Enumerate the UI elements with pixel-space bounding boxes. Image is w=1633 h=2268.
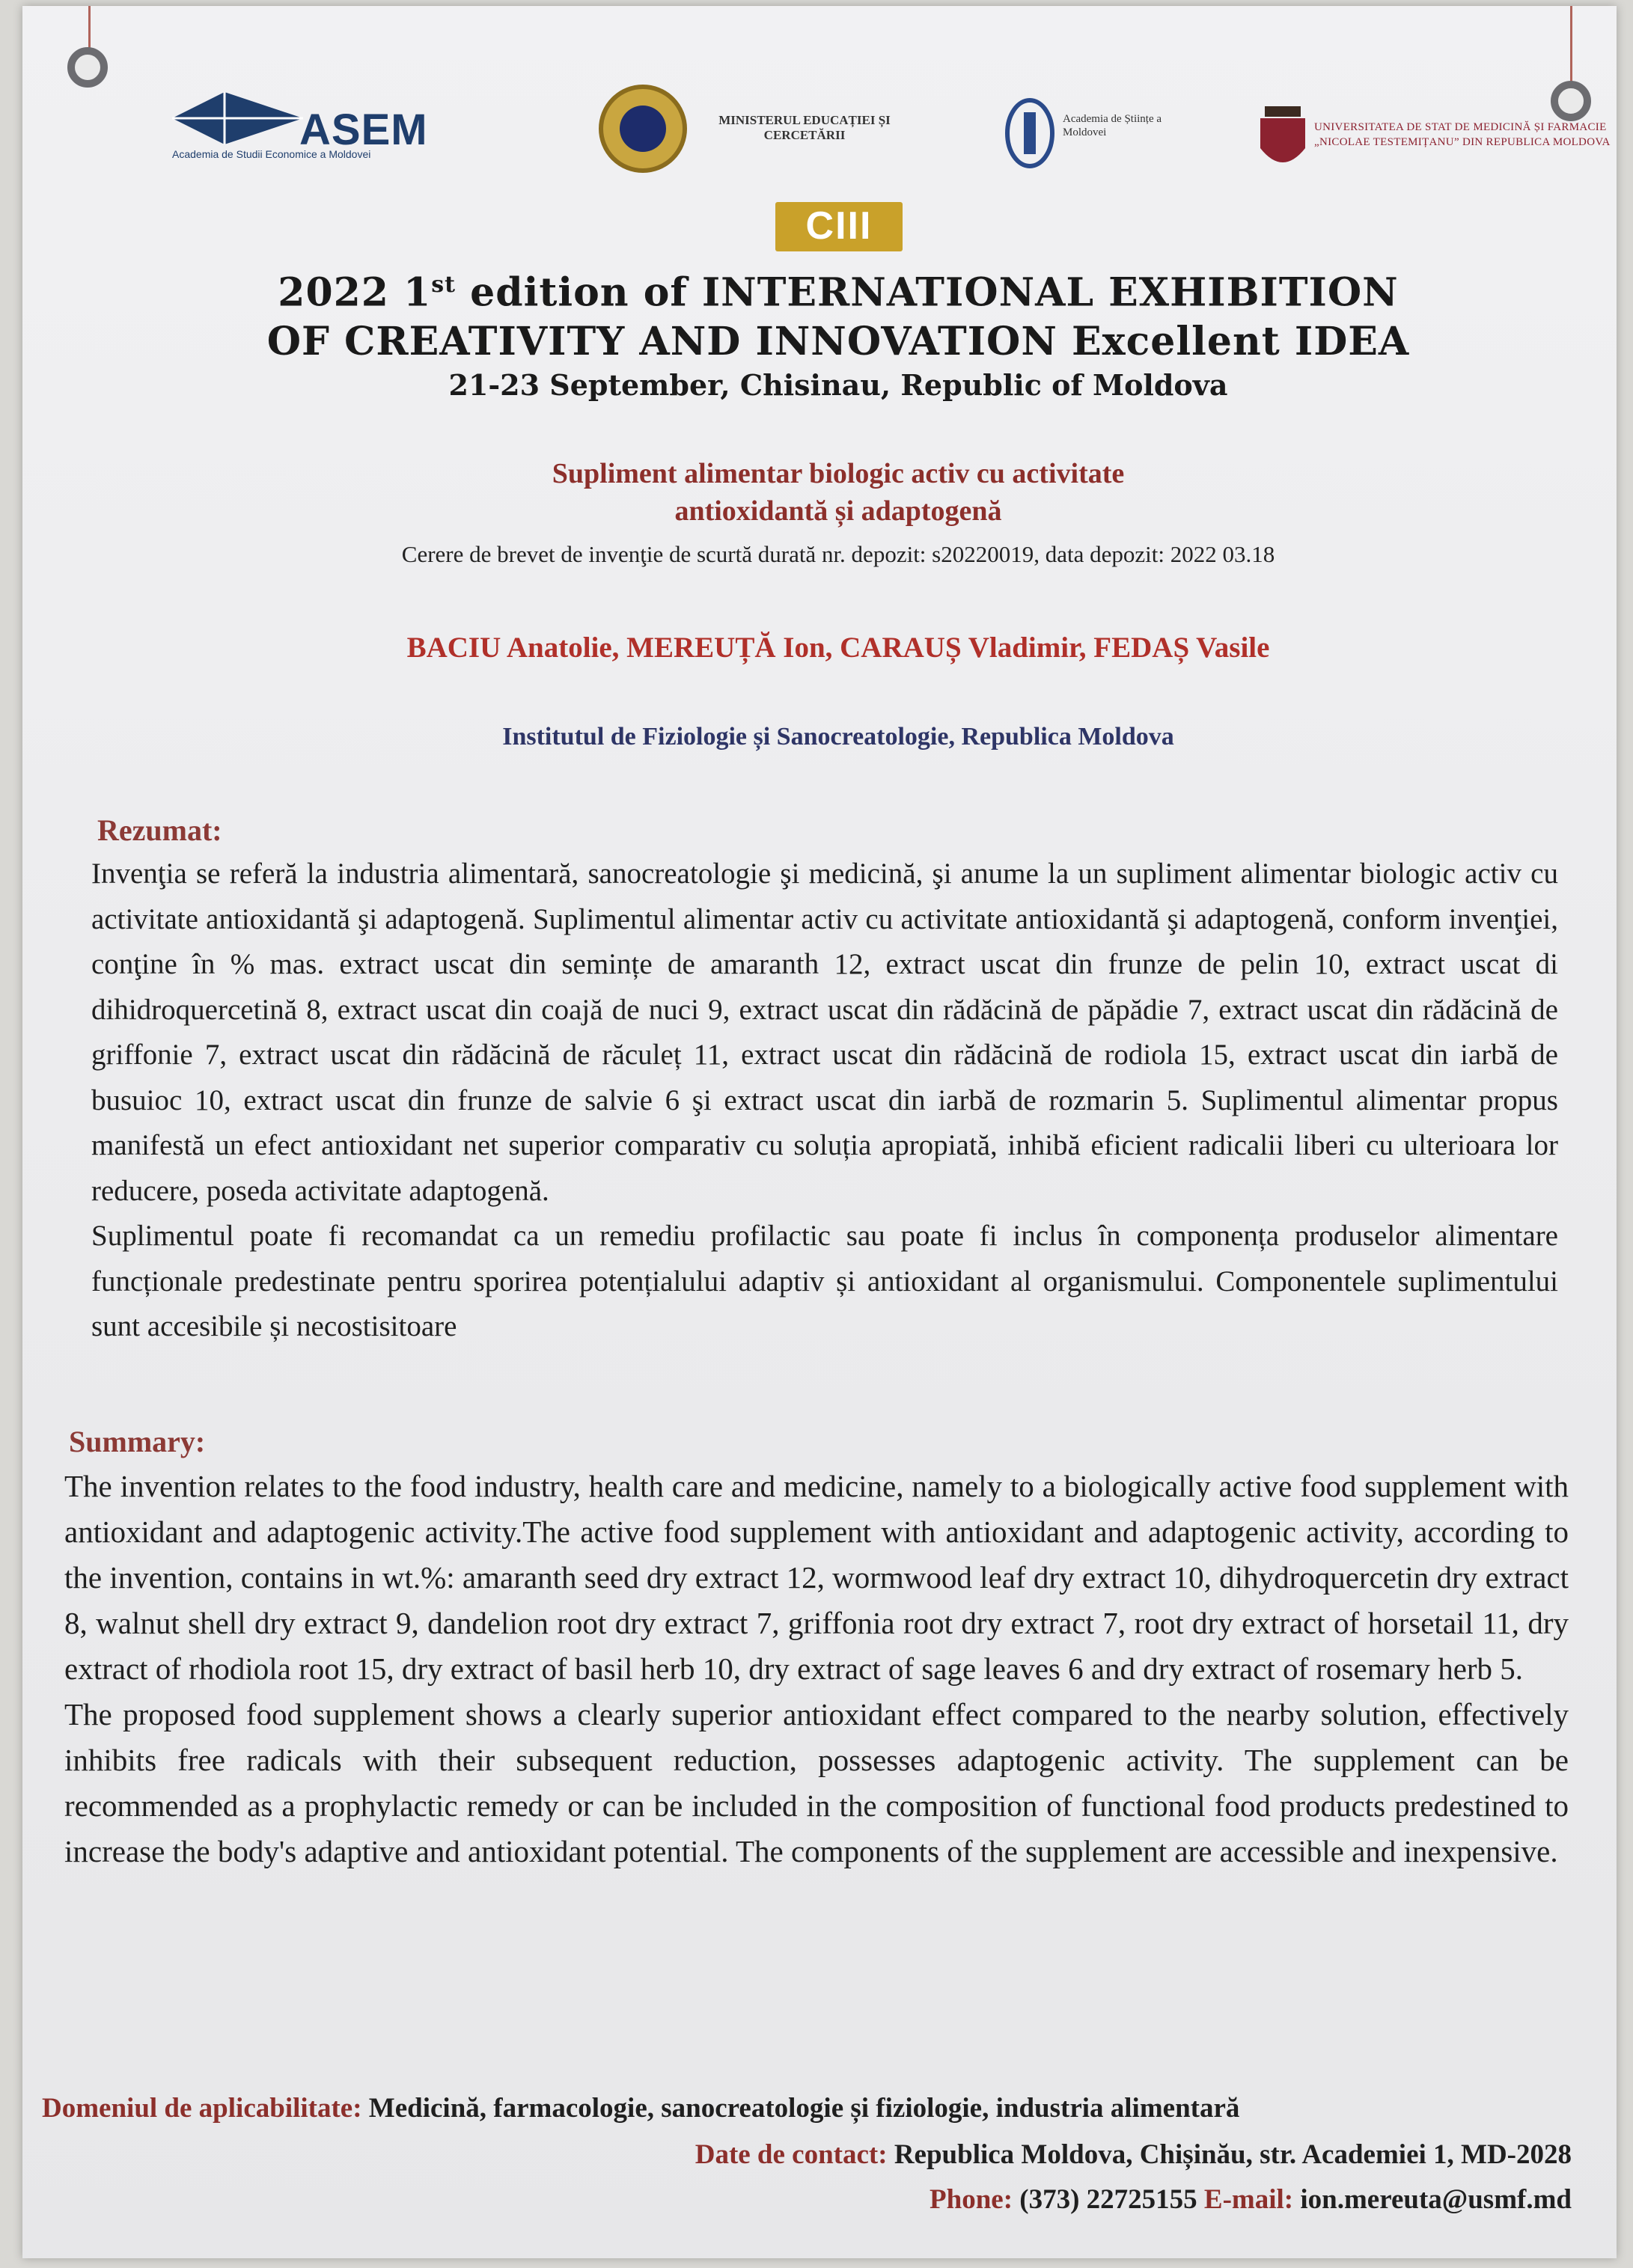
academy-name: Academia de Științe a Moldovei bbox=[1063, 113, 1162, 138]
application-domain-label: Domeniul de aplicabilitate: bbox=[42, 2093, 362, 2124]
rezumat-heading: Rezumat: bbox=[97, 813, 222, 847]
rezumat-paragraph-2: Suplimentul poate fi recomandat ca un remediu profilactic sau poate fi inclus în componența produselor alimentare funcționale predestinate pentru sporirea potențialului adaptiv și antioxidant al organismului. Componentele suplimentului sunt accesibile și necostisitoare bbox=[91, 1220, 1558, 1342]
patent-application: Cerere de brevet de invenţie de scurtă durată nr. depozit: s20220019, data depozit: 2022 03.18 bbox=[401, 541, 1275, 567]
grommet-left-icon bbox=[67, 47, 108, 88]
university-crest-icon bbox=[1257, 103, 1308, 177]
contact-address bbox=[695, 2139, 1572, 2171]
authors: BACIU Anatolie, MEREUȚĂ Ion, CARAUȘ Vladimir, FEDAȘ Vasile bbox=[406, 632, 1270, 664]
phone-value: (373) 22725155 bbox=[1013, 2184, 1204, 2215]
ministry-name: MINISTERUL EDUCAȚIEI ȘI CERCETĂRII bbox=[718, 113, 891, 142]
summary-paragraph-1: The invention relates to the food industry, health care and medicine, namely to a biologically active food supplement with antioxidant and adaptogenic activity.The active food supplement with antioxidant and adaptogenic activity, according to the invention, contains in wt.%: amaranth seed dry extract 12, wormwood leaf dry extract 10, dihydroquercetin dry extract 8, walnut shell dry extract 9, dandelion root dry extract 7, griffonia root dry extract 7, root dry extract of horsetail 11, dry extract of rhodiola root 15, dry extract of basil herb 10, dry extract of sage leaves 6 and dry extract of rosemary herb 5. bbox=[64, 1469, 1569, 1686]
summary-body bbox=[64, 1464, 1569, 1874]
application-domain-value: Medicină, farmacologie, sanocreatologie și fiziologie, industria alimentară bbox=[361, 2093, 1240, 2124]
title-line-2: OF CREATIVITY AND INNOVATION Excellent IDEA bbox=[266, 319, 1410, 365]
hanging-string-right bbox=[1570, 6, 1572, 87]
email-value: ion.mereuta@usmf.md bbox=[1293, 2184, 1572, 2215]
institute: Institutul de Fiziologie și Sanocreatologie, Republica Moldova bbox=[502, 723, 1174, 751]
academy-logo bbox=[1003, 96, 1197, 178]
asem-logo bbox=[172, 88, 457, 171]
exhibition-logo bbox=[775, 202, 903, 251]
summary-paragraph-2: The proposed food supplement shows a clearly superior antioxidant effect compared to the nearby solution, effectively inhibits free radicals with their subsequent reduction, possesses adaptogenic activity. The supplement can be recommended as a prophylactic remedy or can be included in the composition of functional food products predestined to increase the body's adaptive and antioxidant potential. The components of the supplement are accessible and inexpensive. bbox=[64, 1697, 1569, 1868]
asem-subtitle: Academia de Studii Economice a Moldovei bbox=[172, 148, 371, 160]
invention-title-line-2: antioxidantă și adaptogenă bbox=[674, 495, 1002, 527]
contact-label: Date de contact: bbox=[695, 2139, 888, 2170]
rezumat-body bbox=[91, 852, 1558, 1350]
phone-label: Phone: bbox=[930, 2184, 1013, 2215]
exhibition-logo-text: CIII bbox=[805, 204, 873, 248]
summary-heading: Summary: bbox=[69, 1425, 206, 1458]
poster bbox=[22, 6, 1617, 2258]
exhibition-title bbox=[202, 260, 1474, 404]
logo-row bbox=[142, 88, 1609, 201]
asem-emblem-icon bbox=[172, 88, 303, 148]
academy-emblem-icon bbox=[1003, 96, 1057, 171]
application-domain bbox=[42, 2092, 1239, 2124]
rezumat-paragraph-1: Invenţia se referă la industria alimentară, sanocreatologie şi medicină, şi anume la un supliment alimentar biologic activ cu activitate antioxidantă şi adaptogenă. Suplimentul alimentar activ cu activitate antioxidantă şi adaptogenă, conform invenţiei, conţine în % mas. extract uscat din semințe de amaranth 12, extract uscat din frunze de pelin 10, extract uscat di dihidroquercetină 8, extract uscat din coajă de nuci 9, extract uscat din rădăcină de păpădie 7, extract uscat din rădăcină de griffonie 7, extract uscat din rădăcină de răculeț 11, extract uscat din rădăcină de rodiola 15, extract uscat din iarbă de busuioc 10, extract uscat din frunze de salvie 6 şi extract uscat din iarbă de rozmarin 5. Suplimentul alimentar propus manifestă un efect antioxidant net superior comparativ cu soluția apropiată, inhibă eficient radicalii liberi cu ulterioara lor reducere, poseda activitate adaptogenă. bbox=[91, 858, 1558, 1207]
contact-phone-email bbox=[930, 2183, 1572, 2216]
university-name: UNIVERSITATEA DE STAT DE MEDICINĂ ȘI FARMACIE „NICOLAE TESTEMIȚANU” DIN REPUBLICA MOLDOVA bbox=[1314, 121, 1611, 148]
university-logo bbox=[1257, 103, 1617, 186]
invention-title bbox=[352, 455, 1325, 530]
email-label: E-mail: bbox=[1203, 2184, 1294, 2215]
hanging-string-left bbox=[88, 6, 91, 51]
asem-name: ASEM bbox=[299, 106, 428, 154]
ministry-seal-icon bbox=[599, 85, 687, 173]
ministry-logo bbox=[599, 85, 935, 182]
title-line-1: 2022 1st edition of INTERNATIONAL EXHIBITION bbox=[278, 269, 1399, 316]
invention-title-line-1: Supliment alimentar biologic activ cu activitate bbox=[552, 458, 1125, 489]
contact-value: Republica Moldova, Chișinău, str. Academiei 1, MD-2028 bbox=[887, 2139, 1572, 2170]
date-place: 21-23 September, Chisinau, Republic of Moldova bbox=[448, 368, 1228, 403]
